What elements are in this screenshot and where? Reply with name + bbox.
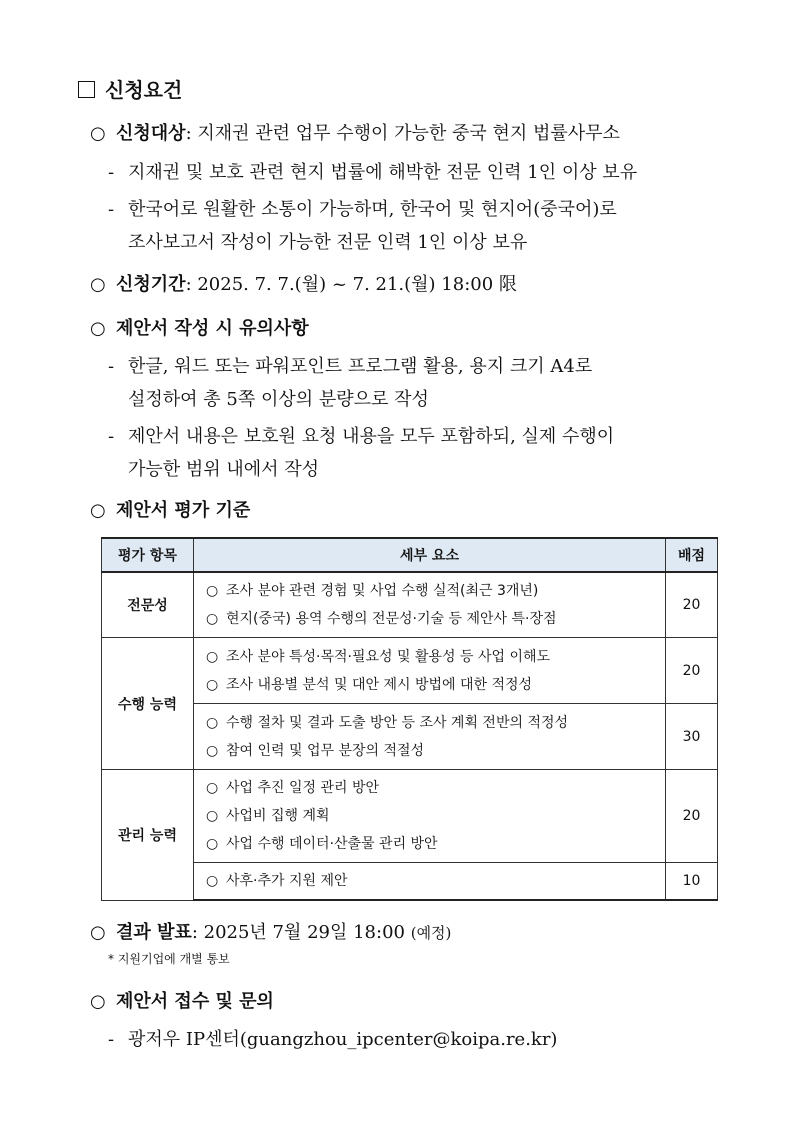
- notes-label: 제안서 작성 시 유의사항: [116, 318, 309, 339]
- criteria-heading: [90, 496, 250, 522]
- item-text: 조사 내용별 분석 및 대안 제시 방법에 대한 적정성: [226, 676, 533, 693]
- table-row: [102, 572, 718, 638]
- category-expertise: 전문성: [102, 572, 194, 638]
- circle-bullet-icon: ○: [90, 500, 106, 521]
- target-sub-2: [108, 195, 617, 221]
- empty-square-icon: [78, 81, 95, 98]
- circle-bullet-icon: ○: [90, 123, 106, 144]
- list-item: [206, 709, 653, 737]
- result-note: * 지원기업에 개별 통보: [108, 952, 230, 966]
- score-cell: 30: [666, 704, 718, 770]
- row-items: [194, 770, 666, 863]
- circle-bullet-icon: ○: [90, 922, 106, 943]
- target-sub-1-text: 지재권 및 보호 관련 현지 법률에 해박한 전문 인력 1인 이상 보유: [128, 162, 638, 183]
- target-heading: [90, 119, 620, 145]
- circle-bullet-icon: ○: [206, 611, 219, 627]
- item-text: 현지(중국) 용역 수행의 전문성·기술 등 제안사 특·장점: [226, 611, 557, 627]
- category-management: 관리 능력: [102, 770, 194, 901]
- target-sub-1: [108, 158, 637, 184]
- section-title: [78, 74, 182, 103]
- circle-bullet-icon: ○: [206, 808, 219, 824]
- result-paren: (예정): [410, 924, 452, 942]
- score-cell: 20: [666, 638, 718, 704]
- circle-bullet-icon: ○: [206, 836, 219, 852]
- criteria-label: 제안서 평가 기준: [116, 500, 251, 521]
- circle-bullet-icon: ○: [90, 274, 106, 295]
- period-text: : 2025. 7. 7.(월) ~ 7. 21.(월) 18:00 限: [185, 274, 517, 295]
- score-cell: 10: [666, 863, 718, 901]
- circle-bullet-icon: ○: [206, 714, 219, 731]
- result-text: : 2025년 7월 29일 18:00: [191, 922, 405, 943]
- item-text: 조사 분야 관련 경험 및 사업 수행 실적(최근 3개년): [226, 583, 539, 599]
- circle-bullet-icon: ○: [206, 780, 219, 796]
- score-cell: 20: [666, 770, 718, 863]
- list-item: [206, 605, 653, 633]
- item-text: 사업 추진 일정 관리 방안: [226, 780, 380, 796]
- dash-icon: -: [108, 426, 115, 447]
- notes-sub-1: [108, 352, 592, 378]
- notes-sub-2: [108, 422, 614, 448]
- header-category: 평가 항목: [102, 538, 194, 572]
- table-row: [102, 704, 718, 770]
- dash-icon: -: [108, 356, 115, 377]
- score-cell: 20: [666, 572, 718, 638]
- period-label: 신청기간: [116, 274, 186, 295]
- row-items: [194, 704, 666, 770]
- circle-bullet-icon: ○: [90, 991, 106, 1012]
- period-heading: [90, 270, 517, 296]
- dash-icon: -: [108, 1029, 115, 1050]
- notes-sub-1-cont: 설정하여 총 5쪽 이상의 분량으로 작성: [128, 389, 429, 410]
- contact-heading: [90, 987, 274, 1013]
- list-item: [206, 577, 653, 605]
- item-text: 사후·추가 지원 제안: [226, 873, 348, 889]
- contact-label: 제안서 접수 및 문의: [116, 991, 274, 1012]
- notes-heading: [90, 314, 309, 340]
- dash-icon: -: [108, 162, 115, 183]
- circle-bullet-icon: ○: [206, 648, 219, 665]
- list-item: [206, 802, 653, 830]
- target-text: : 지재권 관련 업무 수행이 가능한 중국 현지 법률사무소: [185, 123, 620, 144]
- notes-sub-2-cont: 가능한 범위 내에서 작성: [128, 459, 320, 480]
- notes-sub-2-text: 제안서 내용은 보호원 요청 내용을 모두 포함하되, 실제 수행이: [128, 426, 615, 447]
- result-heading: [90, 918, 451, 944]
- circle-bullet-icon: ○: [206, 676, 219, 693]
- list-item: [206, 830, 653, 858]
- item-text: 조사 분야 특성·목적·필요성 및 활용성 등 사업 이해도: [226, 648, 551, 665]
- evaluation-table: [101, 537, 718, 901]
- target-label: 신청대상: [116, 123, 186, 144]
- target-sub-2-cont: 조사보고서 작성이 가능한 전문 인력 1인 이상 보유: [128, 232, 528, 253]
- contact-sub: [108, 1025, 557, 1051]
- dash-icon: -: [108, 199, 115, 220]
- table-row: [102, 863, 718, 901]
- result-label: 결과 발표: [116, 922, 192, 943]
- item-text: 사업비 집행 계획: [226, 808, 330, 824]
- list-item: [206, 671, 653, 699]
- row-items: [194, 863, 666, 901]
- list-item: [206, 643, 653, 671]
- row-items: [194, 572, 666, 638]
- circle-bullet-icon: ○: [206, 583, 219, 599]
- header-score: 배점: [666, 538, 718, 572]
- circle-bullet-icon: ○: [206, 873, 219, 889]
- item-text: 사업 수행 데이터·산출물 관리 방안: [226, 836, 438, 852]
- contact-sub-text: 광저우 IP센터(guangzhou_ipcenter@koipa.re.kr): [128, 1029, 558, 1050]
- header-details: 세부 요소: [194, 538, 666, 572]
- table-row: [102, 638, 718, 704]
- list-item: [206, 774, 653, 802]
- target-sub-2-text: 한국어로 원활한 소통이 가능하며, 한국어 및 현지어(중국어)로: [128, 199, 617, 220]
- item-text: 수행 절차 및 결과 도출 방안 등 조사 계획 전반의 적정성: [226, 714, 569, 731]
- list-item: [206, 737, 653, 765]
- item-text: 참여 인력 및 업무 분장의 적절성: [226, 742, 425, 759]
- table-header-row: [102, 538, 718, 572]
- section-title-text: 신청요건: [105, 78, 183, 102]
- row-items: [194, 638, 666, 704]
- notes-sub-1-text: 한글, 워드 또는 파워포인트 프로그램 활용, 용지 크기 A4로: [128, 356, 593, 377]
- category-execution: 수행 능력: [102, 638, 194, 770]
- circle-bullet-icon: ○: [206, 742, 219, 759]
- circle-bullet-icon: ○: [90, 318, 106, 339]
- table-row: [102, 770, 718, 863]
- list-item: [206, 867, 653, 895]
